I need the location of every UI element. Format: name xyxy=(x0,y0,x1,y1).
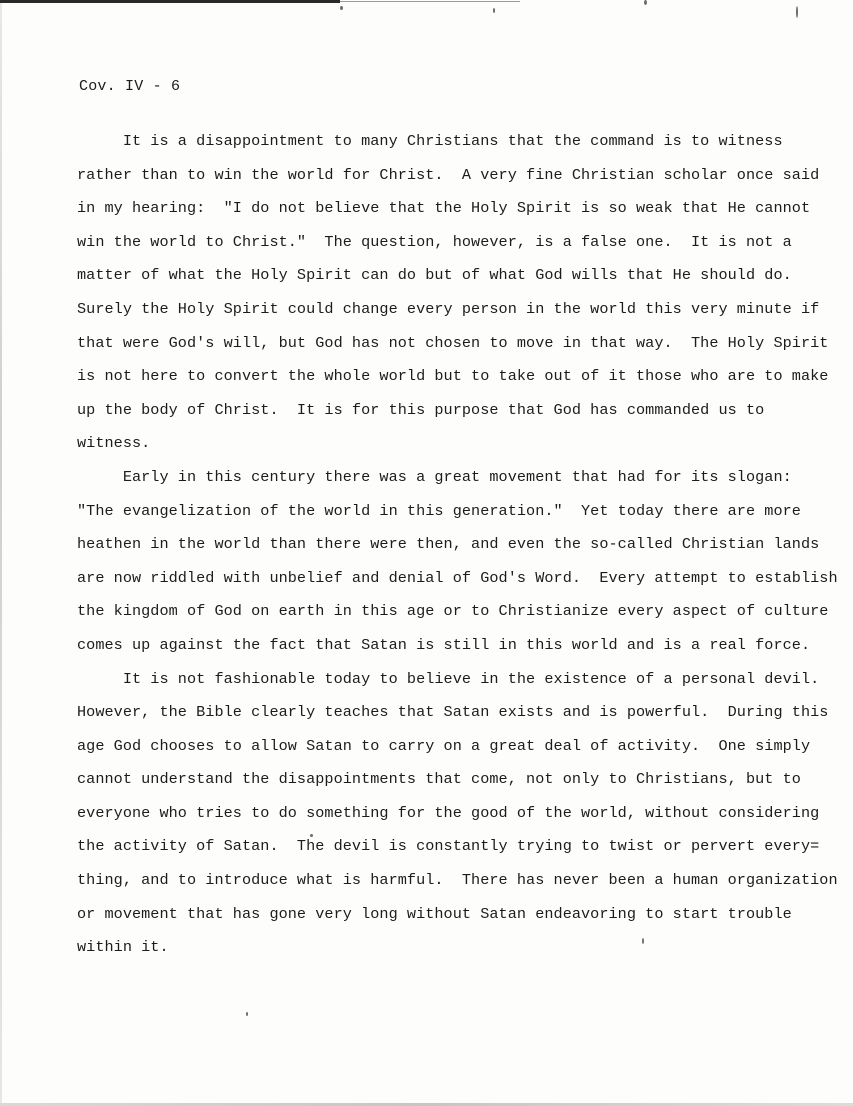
text-line: are now riddled with unbelief and denial of God's Word. Every attempt to establish xyxy=(77,568,838,587)
text-line: everyone who tries to do something for the good of the world, without considering xyxy=(77,803,820,822)
scan-speck xyxy=(796,6,798,18)
text-line: witness. xyxy=(77,434,151,453)
scan-speck xyxy=(340,6,343,10)
text-line: "The evangelization of the world in this generation." Yet today there are more xyxy=(77,501,801,520)
scan-speck xyxy=(246,1012,248,1016)
scan-speck xyxy=(310,834,313,837)
text-line: cannot understand the disappointments that come, not only to Christians, but to xyxy=(77,770,801,789)
body-text xyxy=(77,125,838,965)
text-line: that were God's will, but God has not chosen to move in that way. The Holy Spirit xyxy=(77,333,829,352)
text-line: matter of what the Holy Spirit can do but of what God wills that He should do. xyxy=(77,266,792,285)
scan-top-rule-fade xyxy=(340,1,520,2)
text-line: age God chooses to allow Satan to carry on a great deal of activity. One simply xyxy=(77,736,811,755)
text-line: It is a disappointment to many Christians that the command is to witness xyxy=(77,132,783,150)
text-line: or movement that has gone very long without Satan endeavoring to start trouble xyxy=(77,904,792,923)
scan-speck xyxy=(644,0,647,5)
text-line: heathen in the world than there were then, and even the so-called Christian lands xyxy=(77,535,820,554)
text-line: Early in this century there was a great movement that had for its slogan: xyxy=(77,467,792,486)
text-line: However, the Bible clearly teaches that Satan exists and is powerful. During this xyxy=(77,703,829,722)
text-line: within it. xyxy=(77,938,169,957)
text-line: Surely the Holy Spirit could change every person in the world this very minute if xyxy=(77,299,820,318)
scan-speck xyxy=(493,8,495,13)
text-line: win the world to Christ." The question, however, is a false one. It is not a xyxy=(77,232,792,251)
text-line: is not here to convert the whole world but to take out of it those who are to make xyxy=(77,367,829,386)
text-line: thing, and to introduce what is harmful. There has never been a human organization xyxy=(77,871,838,890)
scan-edge-left xyxy=(0,0,2,1106)
text-line: the activity of Satan. The devil is constantly trying to twist or pervert every= xyxy=(77,837,820,856)
text-line: up the body of Christ. It is for this purpose that God has commanded us to xyxy=(77,400,765,419)
scan-top-rule xyxy=(0,0,340,3)
text-line: rather than to win the world for Christ. A very fine Christian scholar once said xyxy=(77,165,820,184)
text-line: in my hearing: "I do not believe that the Holy Spirit is so weak that He cannot xyxy=(77,199,811,218)
text-line: It is not fashionable today to believe in the existence of a personal devil. xyxy=(77,669,820,688)
scan-speck xyxy=(642,938,644,944)
page-header: Cov. IV - 6 xyxy=(79,78,181,95)
text-line: comes up against the fact that Satan is still in this world and is a real force. xyxy=(77,635,811,654)
text-line: the kingdom of God on earth in this age or to Christianize every aspect of culture xyxy=(77,602,829,621)
